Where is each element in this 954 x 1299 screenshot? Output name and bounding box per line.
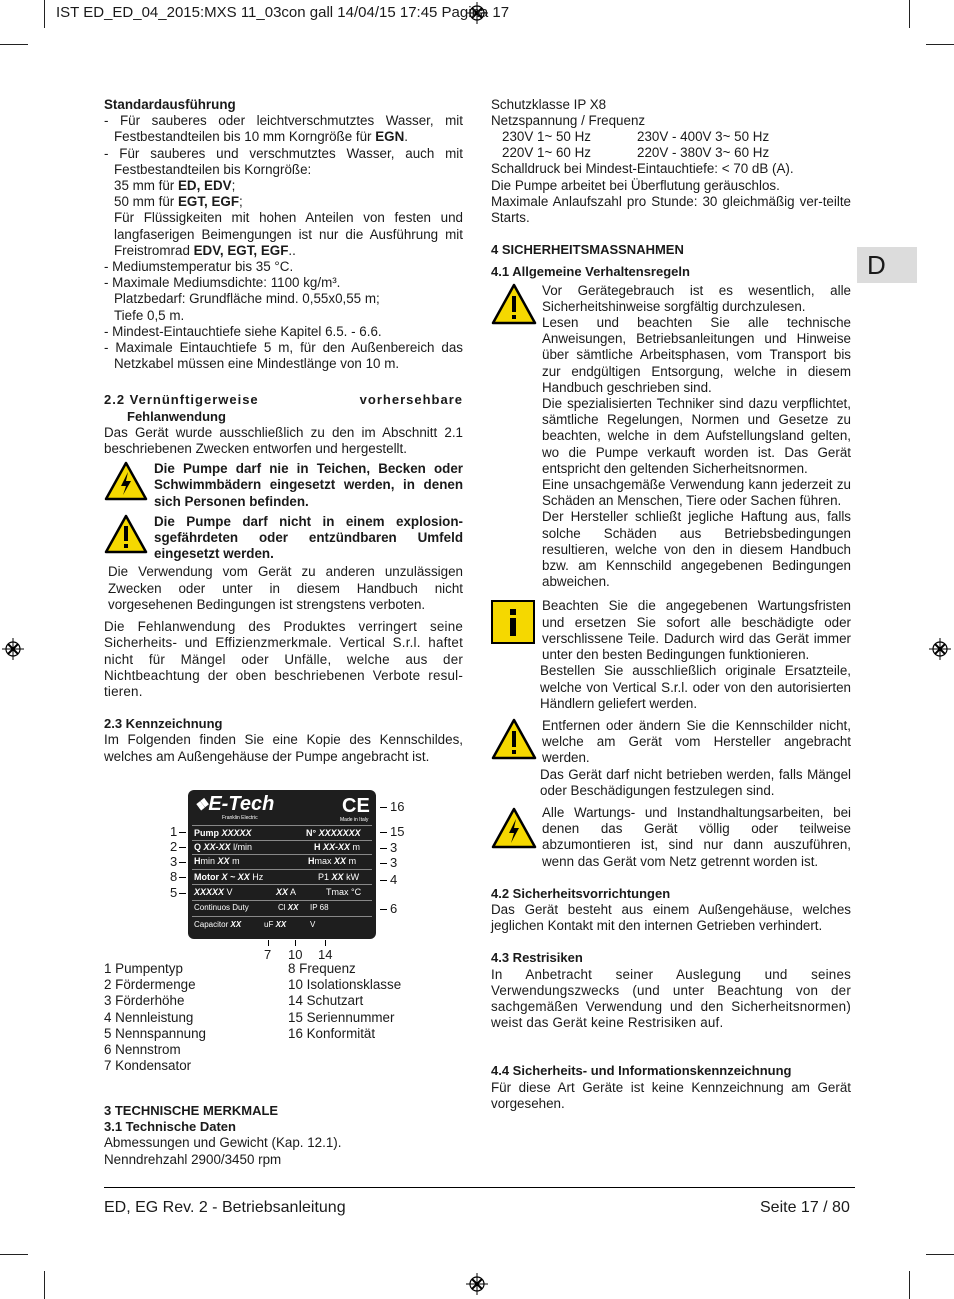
- made-in: Made in Italy: [340, 817, 369, 823]
- callout-left-2: 2: [170, 839, 178, 854]
- section-2-2-title: 2.2 Vernünftigerweise vorhersehbare: [104, 392, 463, 408]
- callout-right-16: 16: [390, 799, 405, 814]
- std-bullet-2-free: Für Flüssigkeiten mit hohen Anteilen von festen und langfaserigen Beimengungen ist nur die Ausführung mit Freistromrad EDV, EGT, EGF..: [114, 210, 463, 258]
- electric-warning-icon: [491, 807, 537, 849]
- footer-rule: [104, 1187, 855, 1188]
- voltage-row-2: 220V 1~ 60 Hz 220V - 380V 3~ 60 Hz: [502, 145, 770, 161]
- warning-electric: Die Pumpe darf nie in Teichen, Becken oder Schwimmbädern eingesetzt werden, in denen sich Personen befinden.: [104, 461, 463, 510]
- brand-name: E-Tech: [208, 793, 275, 815]
- warning-explosion: Die Pumpe darf nicht in einem explosion-sgefährdeten oder entzündbaren Umfeld eingesetzt werden.: [104, 514, 463, 563]
- std-bullet-2-35: 35 mm für ED, EDV;: [114, 178, 236, 194]
- callout-left-1: 1: [170, 824, 178, 839]
- language-tab-letter: D: [867, 250, 886, 280]
- ce-mark: CE: [342, 795, 370, 817]
- section-3-1-line-2: Nenndrehzahl 2900/3450 rpm: [104, 1151, 282, 1167]
- legend-right: 8 Frequenz 10 Isolationsklasse 14 Schutzart 15 Seriennummer 16 Konformität: [288, 961, 402, 1041]
- section-3-1-line-1: Abmessungen und Gewicht (Kap. 12.1).: [104, 1135, 342, 1151]
- right-column: Schutzklasse IP X8 Netzspannung / Frequenz 230V 1~ 50 Hz 230V - 400V 3~ 50 Hz 220V 1~ 60 Hz 220V - 380V 3~ 60 Hz Schalldruck bei Mindest-Eintauchtiefe: < 70 dB (A). Die Pumpe arbeitet bei Überflutung geräuschlos. Maximale Anlaufszahl pro Stunde: 30 gleichmäßig ver-teilte Starts. 4 SICHERHEITSMASSNAHMEN 4.1 Allgemeine Verhaltensregeln Vor Gerätegebrauch ist es wesentlich, alle Sicherheitshinweise sorgfältig durchzulesen. Lesen und beachten Sie alle technische Anweisungen, Betriebsanleitungen und Hinweise über sämtliche Arbeitsphasen, vom Transport bis zur endgültigen Entsorgung, welche in diesem Handbuch geschrieben sind. Die spezialisierten Techniker sind dazu verpflichtet, sämtliche Regelungen, Normen und Gesetze zu beachten, welche in dem Aufstellungsland gelten, wo die Pumpe verkauft worden ist. Das Gerät entspricht den geltenden Sicherheitsnormen. Eine unsachgemäße Verwendung kann jederzeit zu Schäden an Menschen, Tiere oder Sachen führen. Der Hersteller schließt jegliche Haftung aus, falls solche Schäden aus Betriebsbedingungen resultieren, welche von den in diesem Handbuch bzw. am Kennschild angegebenen Bedingungen abweichen. Beachten Sie die angegebenen Wartungsfristen und ersetzen Sie sofort alle beschädigte oder verschlissene Teile. Dadurch wird das Gerät immer unter den besten Bedingungen funktionieren. Bestellen Sie ausschließlich originale Ersatzteile, welche von Vertical S.r.l. oder von den autorisierten Händlern geliefert werden. Entfernen oder ändern Sie die Kennschilder nicht, welche am Gerät vom Hersteller angebracht werden. Das Gerät darf nicht betrieben werden, falls Mängel oder Beschädigungen festzulegen sind. Alle Wartungs- und Instandhaltungsarbeiten, bei denen das Gerät völlig oder teilweise abzumontieren ist, sind nur dann auszuführen, wenn das Gerät vom Netz getrennt worden ist. 4.2 Sicherheitsvorrichtungen Das Gerät besteht aus einem Außengehäuse, welches jeglichen Kontakt mit den internen Getrieben verhindert. 4.3 Restrisiken In Anbetracht seiner Auslegung und seines Verwendungszwecks (und unter Beachtung von der sachgemäßen Verwendung und den Sicherheitsnormen) weist das Gerät keine Restrisiken auf. 4.4 Sicherheits- und Informationskennzeichnung Für diese Art Geräte ist keine Kennzeichnung am Gerät vorgesehen.: [491, 97, 851, 1111]
- std-bullet-5: - Mindest-Eintauchtiefe siehe Kapitel 6.5. - 6.6.: [104, 323, 382, 339]
- section-3-1-title: 3.1 Technische Daten: [104, 1119, 236, 1135]
- rules-block-1: Vor Gerätegebrauch ist es wesentlich, alle Sicherheitshinweise sorgfältig durchzulesen. Lesen und beachten Sie alle technische Anweisungen, Betriebsanleitungen und Hinweise über sämtliche Arbeitsphasen, vom Transport bis zur endgültigen Entsorgung, welche in diesem Handbuch geschrieben sind. Die spezialisierten Techniker sind dazu verpflichtet, sämtliche Regelungen, Normen und Gesetze zu beachten, welche in dem Aufstellungsland gelten, wo die Pumpe verkauft worden ist. Das Gerät entspricht den geltenden Sicherheitsnormen. Eine unsachgemäße Verwendung kann jederzeit zu Schäden an Menschen, Tiere oder Sachen führen. Der Hersteller schließt jegliche Haftung aus, falls solche Schäden aus Betriebsbedingungen resultieren, welche von den in diesem Handbuch bzw. am Kennschild angegebenen Bedingungen abweichen.: [491, 283, 851, 591]
- brand-sub: Franklin Electric: [222, 815, 258, 821]
- callout-left-5: 5: [170, 885, 178, 900]
- section-4-3-title: 4.3 Restrisiken: [491, 950, 583, 966]
- exclamation-warning-icon: [104, 514, 148, 554]
- standard-title: Standardausführung: [104, 97, 236, 112]
- callout-right-4: 4: [390, 872, 398, 887]
- section-4-2-title: 4.2 Sicherheitsvorrichtungen: [491, 885, 671, 901]
- section-2-3-para: Im Folgenden finden Sie eine Kopie des Kennschildes, welches am Außengehäuse der Pumpe angebracht ist.: [104, 732, 463, 764]
- callout-left-3: 3: [170, 854, 178, 869]
- std-bullet-3: - Mediumstemperatur bis 35 °C.: [104, 259, 294, 275]
- std-bullet-4c: Tiefe 0,5 m.: [114, 307, 185, 323]
- print-slug: IST ED_ED_04_2015:MXS 11_03con gall 14/04/15 17:45 Pagina 17: [56, 4, 510, 21]
- section-2-2-title-cont: Fehlanwendung: [127, 408, 226, 424]
- footer-right: Seite 17 / 80: [760, 1199, 850, 1216]
- section-3: [104, 1103, 463, 1168]
- section-2-2-para-1: Das Gerät wurde ausschließlich zu den im Abschnitt 2.1 beschriebenen Zwecken entworfen und hergestellt.: [104, 424, 463, 457]
- callout-left-8: 8: [170, 869, 178, 884]
- exclamation-warning-icon: [491, 283, 537, 325]
- callout-right-6: 6: [390, 901, 398, 916]
- voltage-row-1: 230V 1~ 50 Hz 230V - 400V 3~ 50 Hz: [502, 129, 770, 145]
- std-bullet-2: - Für sauberes und verschmutztes Wasser, auch mit Festbestandteilen bis Korngröße:: [104, 145, 463, 177]
- brand-logo-icon: ❖: [194, 797, 209, 814]
- section-4-1-title: 4.1 Allgemeine Verhaltensregeln: [491, 264, 690, 280]
- std-bullet-2-50: 50 mm für EGT, EGF;: [114, 194, 243, 210]
- language-tab: [857, 247, 917, 283]
- callout-right-3a: 3: [390, 840, 398, 855]
- callout-right-15: 15: [390, 824, 405, 839]
- section-2-2-para-2: Die Verwendung vom Gerät zu anderen unzulässigen Zwecken oder unter in diesem Handbuch nicht vorgesehenen Bedingungen ist strengstens verboten.: [108, 564, 463, 612]
- section-4-title: 4 SICHERHEITSMASSNAHMEN: [491, 242, 684, 258]
- std-bullet-1: - Für sauberes oder leichtverschmutztes Wasser, mit Festbestandteilen bis 10 mm Korngröße für EGN.: [104, 113, 463, 145]
- section-2-2-para-3: Die Fehlanwendung des Produktes verringert seine Sicherheits- und Effizienzmerkmale. Vertical S.r.l. haftet nicht für Mängel oder Unfälle, welche aus der Nichtbeachtung der oben beschriebenen Verbote resul-tieren.: [104, 619, 463, 699]
- section-4-4-title: 4.4 Sicherheits- und Informationskennzeichnung: [491, 1063, 792, 1079]
- legend-left: 1 Pumpentyp 2 Fördermenge 3 Förderhöhe 4 Nennleistung 5 Nennspannung 6 Nennstrom 7 Kondensator: [104, 961, 207, 1074]
- electric-warning-icon: [104, 461, 148, 501]
- footer-left: ED, EG Rev. 2 - Betriebsanleitung: [104, 1199, 346, 1216]
- left-column: [104, 97, 463, 765]
- rules-block-info: Beachten Sie die angegebenen Wartungsfristen und ersetzen Sie sofort alle beschädigte oder verschlissene Teile. Dadurch wird das Gerät immer unter den besten Bedingungen funktionieren.: [491, 598, 851, 663]
- section-3-title: 3 TECHNISCHE MERKMALE: [104, 1103, 279, 1118]
- section-2-3-title: 2.3 Kennzeichnung: [104, 716, 223, 732]
- registration-mark-icon: [2, 638, 24, 660]
- callout-right-3b: 3: [390, 855, 398, 870]
- rules-block-2: Entfernen oder ändern Sie die Kennschilder nicht, welche am Gerät vom Hersteller angebracht werden.: [491, 718, 851, 767]
- nameplate: ❖E-Tech Franklin Electric CE Made in Italy Pump XXXXX N° XXXXXXX Q XX-XX l/min H XX-XX m Hmin XX m Hmax XX m Motor X ~ XX Hz P1 XX kW XXXXX V XX A Tmax °C Continuos Duty Cl XX IP 68 Capacitor XX uF XX V: [188, 790, 376, 939]
- std-bullet-4: - Maximale Mediumsdichte: 1100 kg/m³.: [104, 275, 341, 291]
- rules-block-electric: Alle Wartungs- und Instandhaltungsarbeiten, bei denen das Gerät völlig oder teilweise abzumontieren ist, sind nur dann auszuführen, wenn das Gerät vom Netz getrennt worden ist.: [491, 805, 851, 870]
- callout-bottom-7: 7: [264, 947, 272, 962]
- registration-mark-icon: [929, 638, 951, 660]
- std-bullet-4b: Platzbedarf: Grundfläche mind. 0,55x0,55 m;: [114, 291, 380, 307]
- callout-bottom-10: 10: [288, 947, 303, 962]
- exclamation-warning-icon: [491, 718, 537, 760]
- std-bullet-6: - Maximale Eintauchtiefe 5 m, für den Außenbereich das Netzkabel müssen eine Mindestlänge von 10 m.: [104, 340, 463, 372]
- callout-bottom-14: 14: [318, 947, 333, 962]
- info-icon: [491, 600, 535, 644]
- registration-mark-icon: [466, 1273, 488, 1295]
